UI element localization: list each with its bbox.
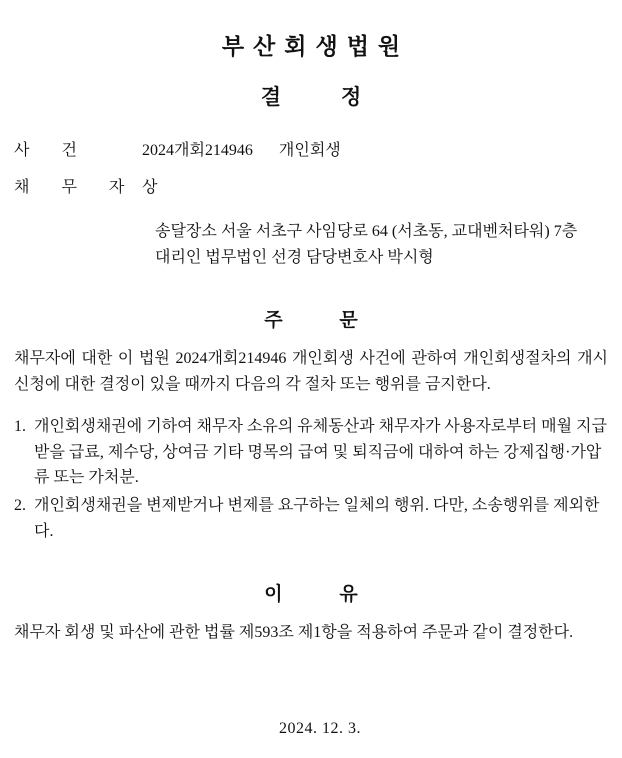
debtor-value — [142, 174, 622, 197]
iyu-paragraph: 채무자 회생 및 파산에 관한 법률 제593조 제1항을 적용하여 주문과 같이 결정한다. — [14, 624, 574, 642]
service-address-block — [0, 219, 622, 271]
list-item-text: 개인회생채권에 기하여 채무자 소유의 유체동산과 채무자가 사용자로부터 매월 지급받을 급료, 제수당, 상여금 기타 명목의 급여 및 퇴직금에 대하여 하는 강제집행·가압류 또는 가처분. — [34, 417, 607, 487]
case-type-text: 개인회생 — [278, 142, 341, 159]
representative-line: 대리인 법무법인 선경 담당변호사 박시형 — [155, 248, 434, 266]
case-meta-row — [14, 137, 622, 160]
list-item-text: 개인회생채권을 변제받거나 변제를 요구하는 일체의 행위. 다만, 소송행위를 제외한다. — [34, 497, 600, 541]
service-address-line: 송달장소 서울 서초구 사임당로 64 (서초동, 교대벤처타워) 7층 — [155, 223, 578, 240]
jumun-paragraph: 채무자에 대한 이 법원 2024개회214946 개인회생 사건에 관하여 개인회생절차의 개시신청에 대한 결정이 있을 때까지 다음의 각 절차 또는 행위를 금지한다. — [14, 349, 608, 393]
court-title: 부산회생법원 — [221, 34, 410, 59]
iyu-heading: 이 유 — [264, 584, 384, 606]
prohibited-actions-list — [0, 414, 622, 546]
jumun-heading: 주 문 — [264, 309, 384, 331]
list-item-number: 2. — [14, 497, 26, 515]
case-number-label: 사 건 — [14, 142, 91, 159]
case-meta-block — [0, 137, 622, 197]
debtor-name-text: 상 — [142, 179, 158, 196]
case-number-text: 2024개회214946 — [142, 142, 253, 159]
list-item-number: 1. — [14, 417, 26, 435]
list-item — [14, 414, 608, 492]
decision-date: 2024. 12. 3. — [279, 720, 361, 737]
document-page — [0, 28, 622, 758]
list-item — [14, 493, 608, 545]
debtor-label: 채 무 자 — [14, 179, 139, 196]
case-number-value — [142, 137, 622, 160]
document-type-title: 결정 — [260, 85, 422, 109]
debtor-meta-row — [14, 174, 622, 197]
